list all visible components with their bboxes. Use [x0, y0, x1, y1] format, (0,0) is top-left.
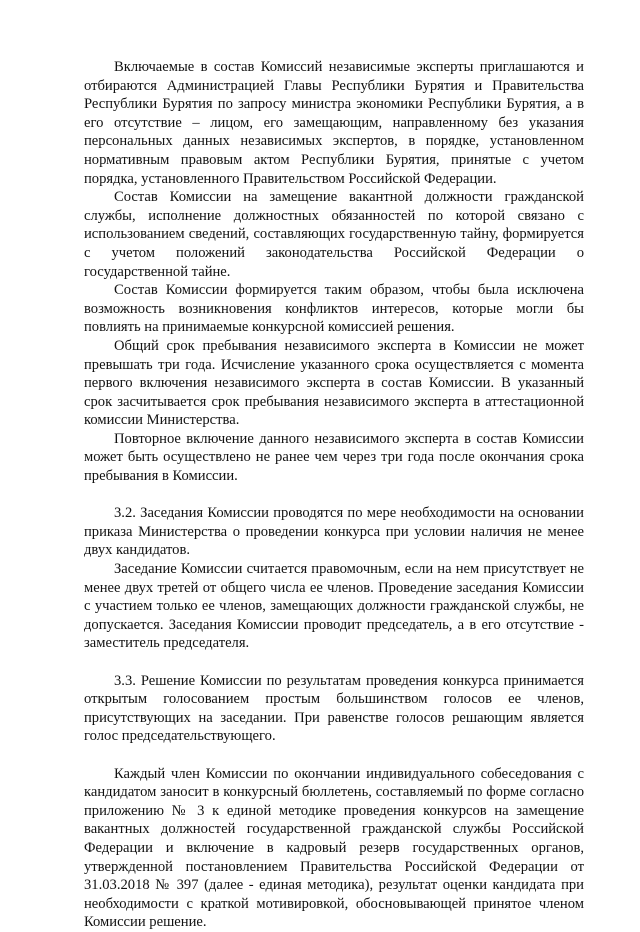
paragraph-state-secret: Состав Комиссии на замещение вакантной должности гражданской службы, исполнение должностных обязанностей по которой связано с использованием сведений, составляющих государственную тайну, формируется с учетом положений законодательства Российской Федерации о государственной тайне. [84, 189, 584, 280]
paragraph-repeat-inclusion: Повторное включение данного независимого эксперта в состав Комиссии может быть осуществлено не ранее чем через три года после окончания срока пребывания в Комиссии. [84, 430, 584, 485]
paragraph-section-3-3: 3.3. Решение Комиссии по результатам проведения конкурса принимается открытым голосованием простым большинством голосов ее членов, присутствующих на заседании. При равенстве голосов решающим является голос председательствующего. [84, 672, 584, 745]
paragraph-ballot: Каждый член Комиссии по окончании индивидуального собеседования с кандидатом заносит в конкурсный бюллетень, составляемый по форме согласно приложению № 3 к единой методике проведения конкурсов на замещение вакантных должностей государственной гражданской службы Российской Федерации и включение в кадровый резерв государственных органов, утвержденной постановлением Правительства Российской Федерации от 31.03.2018 № 397 (далее - единая методика), результат оценки кандидата при необходимости с краткой мотивировкой, обосновывающей принятое членом Комиссии решение. [84, 765, 584, 931]
paragraph-section-3-2: 3.2. Заседания Комиссии проводятся по мере необходимости на основании приказа Министерства о проведении конкурса при условии наличия не менее двух кандидатов. [84, 505, 584, 559]
paragraph-conflict-of-interest: Состав Комиссии формируется таким образом, чтобы была исключена возможность возникновения конфликтов интересов, которые могли бы повлиять на принимаемые конкурсной комиссией решения. [84, 282, 584, 336]
paragraph-experts-invitation: Включаемые в состав Комиссий независимые эксперты приглашаются и отбираются Администрацией Главы Республики Бурятия и Правительства Республики Бурятия по запросу министра экономики Республики Бурятия, а в его отсутствие – лицом, его замещающим, направленному без указания персональных данных независимых экспертов, в порядке, установленном нормативным правовым актом Республики Бурятия, принятые с учетом порядка, установленного Правительством Российской Федерации. [84, 59, 584, 187]
paragraph-quorum: Заседание Комиссии считается правомочным, если на нем присутствует не менее двух третей от общего числа ее членов. Проведение заседания Комиссии с участием только ее членов, замещающих должности гражданской службы, не допускается. Заседания Комиссии проводит председатель, а в его отсутствие - заместитель председателя. [84, 561, 584, 652]
paragraph-expert-term: Общий срок пребывания независимого эксперта в Комиссии не может превышать три года. Исчисление указанного срока осуществляется с момента первого включения независимого эксперта в состав Комиссии. В указанный срок засчитывается срок пребывания независимого эксперта в аттестационной комиссии Министерства. [84, 337, 584, 429]
